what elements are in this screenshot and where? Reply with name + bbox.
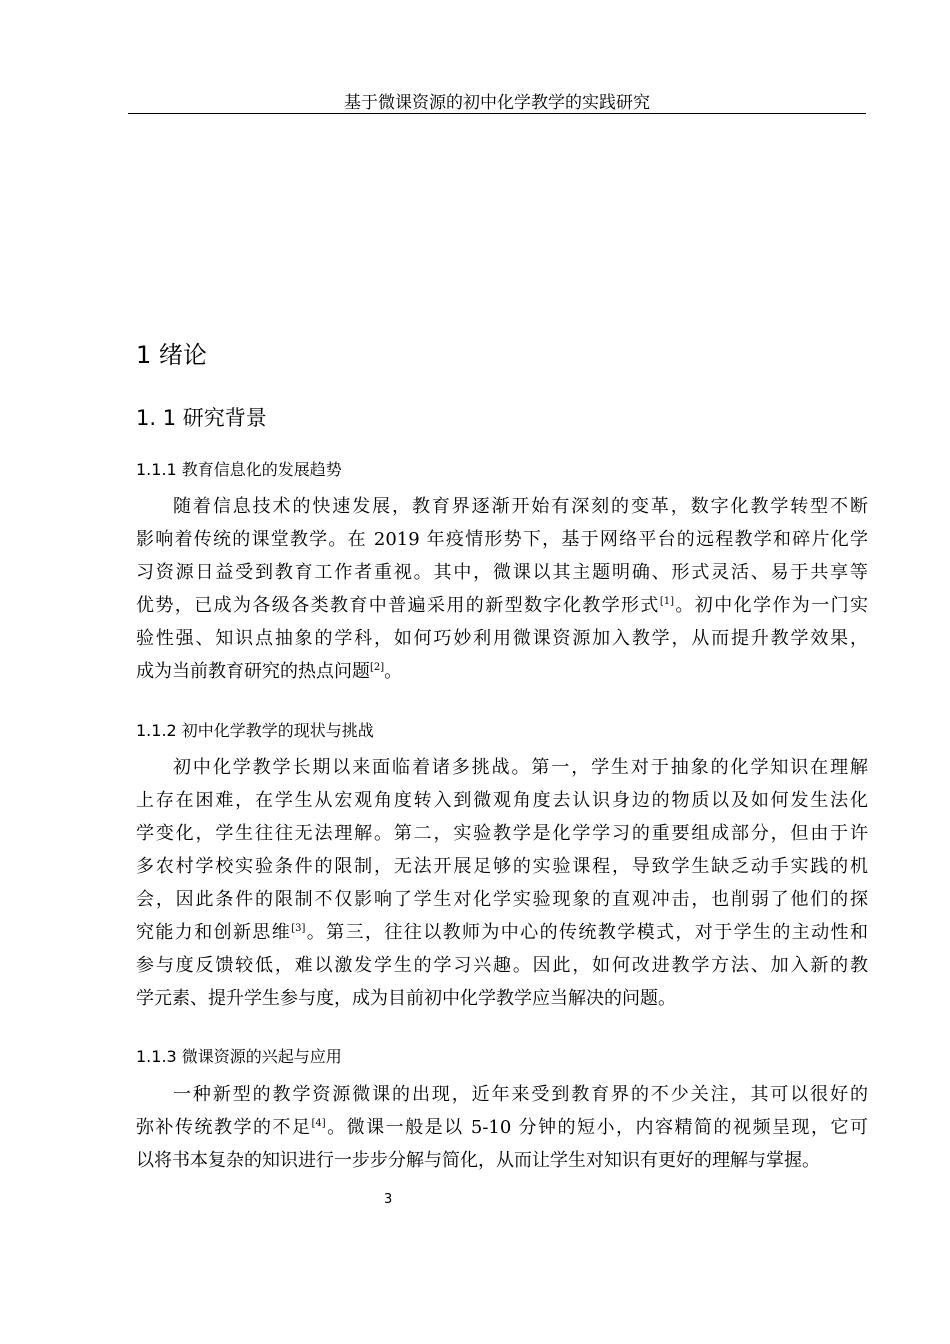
header-rule (128, 113, 866, 114)
paragraph-3 (136, 1078, 868, 1177)
paragraph-line: 会，因此条件的限制不仅影响了学生对化学实验现象的直观冲击，也削弱了他们的探 (136, 889, 868, 910)
paragraph-line: 随着信息技术的快速发展，教育界逐渐开始有深刻的变革，数字化教学转型不断 (173, 496, 868, 517)
subsection-heading-1: 1.1.1 教育信息化的发展趋势 (136, 460, 342, 479)
paragraph-line: 弥补传统教学的不足[4]。微课一般是以 5-10 分钟的短小，内容精简的视频呈现，它可 (136, 1117, 868, 1138)
paragraph-line: 参与度反馈较低，难以激发学生的学习兴趣。因此，如何改进教学方法、加入新的教 (136, 955, 868, 976)
paragraph-line: 一种新型的教学资源微课的出现，近年来受到教育界的不少关注，其可以很好的 (173, 1084, 868, 1105)
chapter-heading: 1 绪论 (136, 341, 207, 369)
paragraph-line: 学元素、提升学生参与度，成为目前初中化学教学应当解决的问题。 (136, 988, 676, 1009)
section-heading: 1. 1 研究背景 (136, 406, 267, 430)
running-header-title: 基于微课资源的初中化学教学的实践研究 (344, 93, 650, 113)
subsection-heading-2: 1.1.2 初中化学教学的现状与挑战 (136, 721, 374, 740)
citation: [1] (659, 596, 674, 607)
paragraph-line: 优势，已成为各级各类教育中普遍采用的新型数字化教学形式[1]。初中化学作为一门实 (136, 595, 869, 616)
paragraph-line: 多农村学校实验条件的限制，无法开展足够的实验课程，导致学生缺乏动手实践的机 (136, 856, 868, 877)
subsection-heading-3: 1.1.3 微课资源的兴起与应用 (136, 1047, 342, 1066)
paragraph-line: 影响着传统的课堂教学。在 2019 年疫情形势下，基于网络平台的远程教学和碎片化学 (136, 529, 868, 550)
paragraph-line: 学变化，学生往往无法理解。第二，实验教学是化学学习的重要组成部分，但由于许 (136, 823, 868, 844)
citation: [2] (370, 662, 385, 673)
page-number: 3 (384, 1192, 393, 1207)
paragraph-line: 上存在困难，在学生从宏观角度转入到微观角度去认识身边的物质以及如何发生法化 (136, 790, 868, 811)
paragraph-line: 习资源日益受到教育工作者重视。其中，微课以其主题明确、形式灵活、易于共享等 (136, 562, 868, 583)
citation: [4] (311, 1118, 326, 1129)
paragraph-line: 究能力和创新思维[3]。第三，往往以教师为中心的传统教学模式，对于学生的主动性和 (136, 922, 869, 943)
paragraph-line: 以将书本复杂的知识进行一步步分解与简化，从而让学生对知识有更好的理解与掌握。 (136, 1150, 820, 1171)
paragraph-2 (136, 751, 868, 1015)
paragraph-1 (136, 490, 868, 688)
paragraph-line: 成为当前教育研究的热点问题[2]。 (136, 661, 403, 682)
paragraph-line: 初中化学教学长期以来面临着诸多挑战。第一，学生对于抽象的化学知识在理解 (173, 757, 868, 778)
citation: [3] (291, 923, 306, 934)
paragraph-line: 验性强、知识点抽象的学科，如何巧妙利用微课资源加入教学，从而提升教学效果， (136, 628, 868, 649)
